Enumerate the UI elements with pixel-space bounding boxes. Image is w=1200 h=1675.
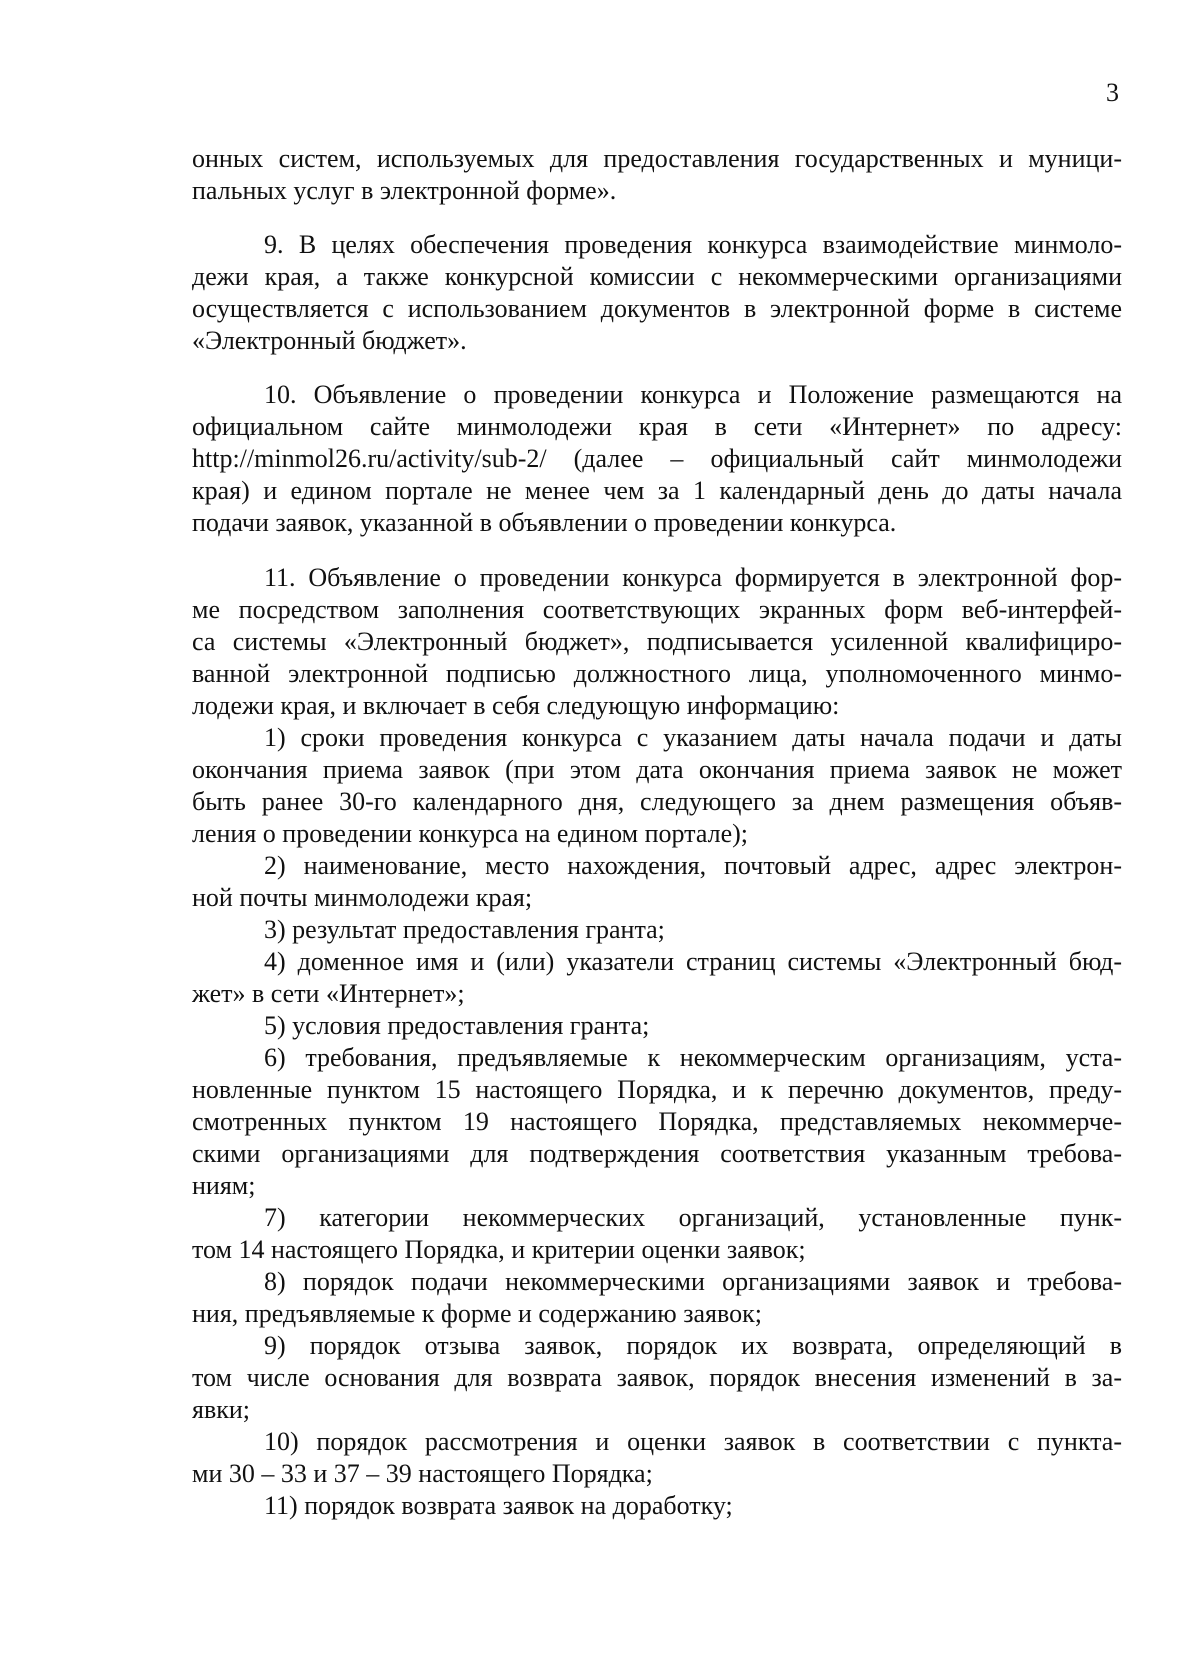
list-item-1: 1) сроки проведения конкурса с указанием даты начала подачи и даты	[264, 723, 1122, 752]
list-item-5: 5) условия предоставления гранта;	[264, 1011, 650, 1040]
text-line: ниям;	[192, 1171, 256, 1200]
text-line: ме посредством заполнения соответствующих экранных форм веб-интерфей-	[192, 595, 1122, 624]
text-line: ми 30 – 33 и 37 – 39 настоящего Порядка;	[192, 1459, 653, 1488]
list-item-6: 6) требования, предъявляемые к некоммерческим организациям, уста-	[264, 1043, 1122, 1072]
list-item-8: 8) порядок подачи некоммерческими организациями заявок и требова-	[264, 1267, 1122, 1296]
text-line: официальном сайте минмолодежи края в сети «Интернет» по адресу:	[192, 412, 1122, 441]
text-line: том 14 настоящего Порядка, и критерии оценки заявок;	[192, 1235, 806, 1264]
text-line: са системы «Электронный бюджет», подписывается усиленной квалифициро-	[192, 627, 1122, 656]
list-item-10: 10) порядок рассмотрения и оценки заявок в соответствии с пункта-	[264, 1427, 1122, 1456]
text-line: 9. В целях обеспечения проведения конкурса взаимодействие минмоло-	[264, 230, 1122, 259]
paragraph-10	[192, 379, 1122, 539]
list-item-9: 9) порядок отзыва заявок, порядок их возврата, определяющий в	[264, 1331, 1122, 1360]
text-line: онных систем, используемых для предоставления государственных и муници-	[192, 144, 1122, 173]
paragraph-11	[192, 562, 1122, 1522]
text-line: жет» в сети «Интернет»;	[192, 979, 465, 1008]
text-line: ния, предъявляемые к форме и содержанию заявок;	[192, 1299, 762, 1328]
text-line: дежи края, а также конкурсной комиссии с некоммерческими организациями	[192, 262, 1122, 291]
text-line: края) и едином портале не менее чем за 1 календарный день до даты начала	[192, 476, 1122, 505]
text-line: явки;	[192, 1395, 251, 1424]
text-line: окончания приема заявок (при этом дата окончания приема заявок не может	[192, 755, 1122, 784]
text-line: скими организациями для подтверждения соответствия указанным требова-	[192, 1139, 1122, 1168]
list-item-4: 4) доменное имя и (или) указатели страниц системы «Электронный бюд-	[264, 947, 1122, 976]
text-line: пальных услуг в электронной форме».	[192, 176, 617, 205]
text-line: 10. Объявление о проведении конкурса и Положение размещаются на	[264, 380, 1122, 409]
text-line: смотренных пунктом 19 настоящего Порядка, представляемых некоммерче-	[192, 1107, 1122, 1136]
paragraph-9	[192, 229, 1122, 357]
text-line: http://minmol26.ru/activity/sub-2/ (далее – официальный сайт минмолодежи	[192, 444, 1122, 473]
text-line: подачи заявок, указанной в объявлении о проведении конкурса.	[192, 508, 897, 537]
text-line: 11. Объявление о проведении конкурса формируется в электронной фор-	[264, 563, 1122, 592]
paragraph-8-continuation	[192, 143, 1122, 207]
list-item-7: 7) категории некоммерческих организаций, установленные пунк-	[264, 1203, 1122, 1232]
text-line: быть ранее 30-го календарного дня, следующего за днем размещения объяв-	[192, 787, 1122, 816]
text-line: ванной электронной подписью должностного лица, уполномоченного минмо-	[192, 659, 1122, 688]
text-line: ления о проведении конкурса на едином портале);	[192, 819, 749, 848]
text-line: новленные пунктом 15 настоящего Порядка, и к перечню документов, преду-	[192, 1075, 1122, 1104]
page-number: 3	[1106, 78, 1119, 107]
text-line: лодежи края, и включает в себя следующую информацию:	[192, 691, 840, 720]
list-item-2: 2) наименование, место нахождения, почтовый адрес, адрес электрон-	[264, 851, 1122, 880]
text-line: «Электронный бюджет».	[192, 326, 467, 355]
text-line: осуществляется с использованием документов в электронной форме в системе	[192, 294, 1122, 323]
list-item-11: 11) порядок возврата заявок на доработку;	[264, 1491, 733, 1520]
list-item-3: 3) результат предоставления гранта;	[264, 915, 665, 944]
text-line: том числе основания для возврата заявок, порядок внесения изменений в за-	[192, 1363, 1122, 1392]
text-line: ной почты минмолодежи края;	[192, 883, 533, 912]
